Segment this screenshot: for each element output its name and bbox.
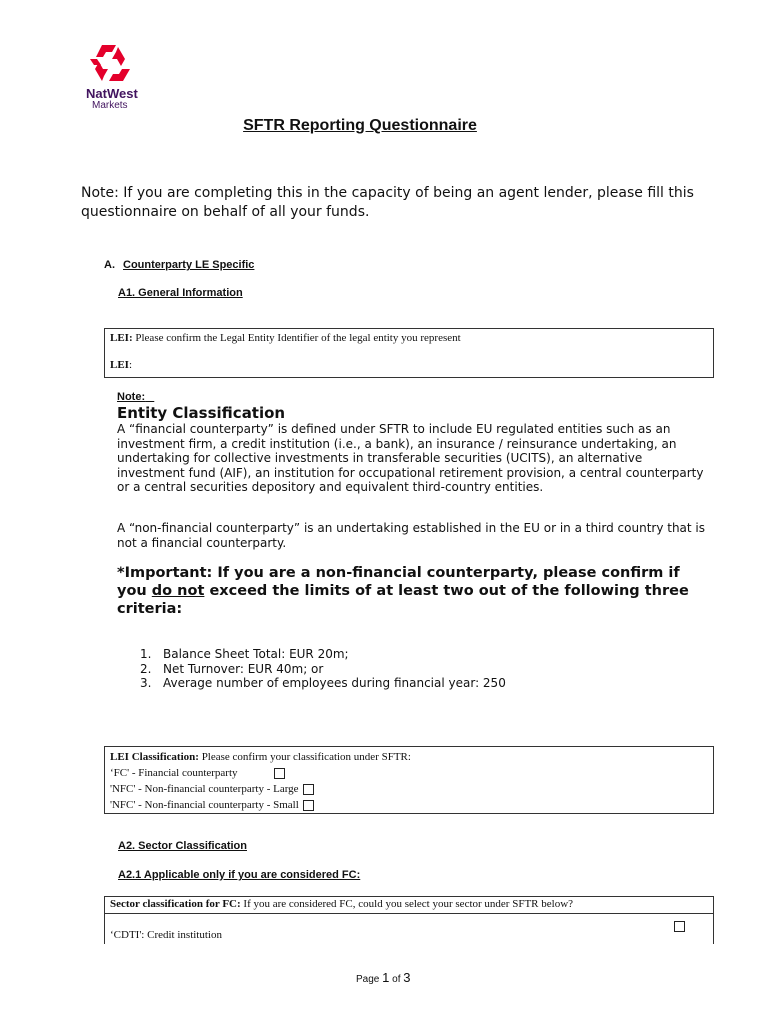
- important-pre: *Important: If you are a non-financial counterparty, please confirm if you: [117, 565, 680, 599]
- lei-classification-box: [104, 746, 714, 814]
- of-word: of: [392, 974, 401, 985]
- important-underlined: do not: [151, 583, 205, 599]
- document-title: SFTR Reporting Questionnaire: [243, 117, 477, 134]
- cdti-checkbox[interactable]: [674, 921, 685, 932]
- option-cdti-label: ‘CDTI': Credit institution: [110, 929, 222, 941]
- section-a-heading: [104, 259, 254, 271]
- brand-subtitle: Markets: [92, 100, 128, 111]
- option-nfc-large: [110, 781, 708, 797]
- a1-heading: A1. General Information: [118, 287, 243, 299]
- a21-heading: A2.1 Applicable only if you are considered FC:: [118, 869, 361, 881]
- nfc-small-checkbox[interactable]: [303, 800, 314, 811]
- lei-box: [104, 328, 714, 378]
- criteria-list: [140, 647, 506, 691]
- sector-label: Sector classification for FC:: [110, 898, 241, 910]
- important-notice: [117, 564, 707, 618]
- brand-name: NatWest: [86, 86, 138, 101]
- classification-prompt-text: Please confirm your classification under SFTR:: [198, 751, 411, 763]
- page-footer: [356, 970, 411, 985]
- page-number: 1: [382, 970, 390, 985]
- criteria-text: Net Turnover: EUR 40m; or: [163, 661, 324, 676]
- lei-field-label: LEI: [110, 359, 129, 371]
- criteria-num: 3.: [140, 676, 152, 690]
- natwest-cubes-icon: [88, 43, 136, 87]
- criteria-num: 1.: [140, 647, 152, 661]
- note-label-text: Note:: [117, 391, 146, 403]
- lei-prompt-text: Please confirm the Legal Entity Identifier of the legal entity you represent: [132, 332, 461, 344]
- nfc-definition: A “non-financial counterparty” is an undertaking established in the EU or in a third country that is not a financial counterparty.: [117, 521, 706, 550]
- option-fc-label: ‘FC' - Financial counterparty: [110, 767, 238, 779]
- option-fc: [110, 765, 708, 781]
- page-total: 3: [403, 970, 411, 985]
- criteria-text: Balance Sheet Total: EUR 20m;: [163, 647, 349, 661]
- option-nfc-small-label: 'NFC' - Non-financial counterparty - Small: [110, 799, 299, 811]
- criteria-item: [140, 647, 506, 662]
- criteria-item: [140, 662, 506, 677]
- classification-label: LEI Classification:: [110, 751, 199, 763]
- agent-lender-note: Note: If you are completing this in the capacity of being an agent lender, please fill this questionnaire on behalf of all your funds.: [81, 185, 694, 220]
- lei-prompt: [110, 332, 461, 344]
- a2-heading: A2. Sector Classification: [118, 840, 247, 852]
- sector-prompt-text: If you are considered FC, could you select your sector under SFTR below?: [240, 898, 574, 910]
- note-label: [117, 391, 154, 403]
- section-a-letter: A.: [104, 259, 115, 271]
- lei-label: LEI:: [110, 332, 133, 344]
- lei-field-colon: :: [128, 359, 133, 371]
- option-nfc-large-label: 'NFC' - Non-financial counterparty - Large: [110, 783, 299, 795]
- option-nfc-small: [110, 797, 708, 813]
- important-post: exceed the limits of at least two out of the following three criteria:: [117, 583, 689, 617]
- entity-classification-heading: Entity Classification: [117, 404, 286, 422]
- classification-prompt: [110, 749, 708, 765]
- criteria-item: [140, 676, 506, 691]
- fc-definition: A “financial counterparty” is defined under SFTR to include EU regulated entities such as an investment firm, a credit institution (i.e., a bank), an insurance / reinsurance undertaking, an undertaking for collective investments in transferable securities (UCITS), an alternative investment fund (AIF), an institution for occupational retirement provision, a central counterparty or a central securities depository and equivalent third-country entities.: [117, 422, 704, 494]
- criteria-text: Average number of employees during financial year: 250: [163, 676, 506, 690]
- sector-classification-box: [104, 896, 714, 944]
- sector-prompt: [105, 897, 713, 914]
- criteria-num: 2.: [140, 661, 152, 676]
- nfc-large-checkbox[interactable]: [303, 784, 314, 795]
- fc-checkbox[interactable]: [274, 768, 285, 779]
- page-word: Page: [356, 974, 380, 985]
- lei-field[interactable]: [110, 359, 132, 371]
- section-a-label: Counterparty LE Specific: [123, 259, 255, 271]
